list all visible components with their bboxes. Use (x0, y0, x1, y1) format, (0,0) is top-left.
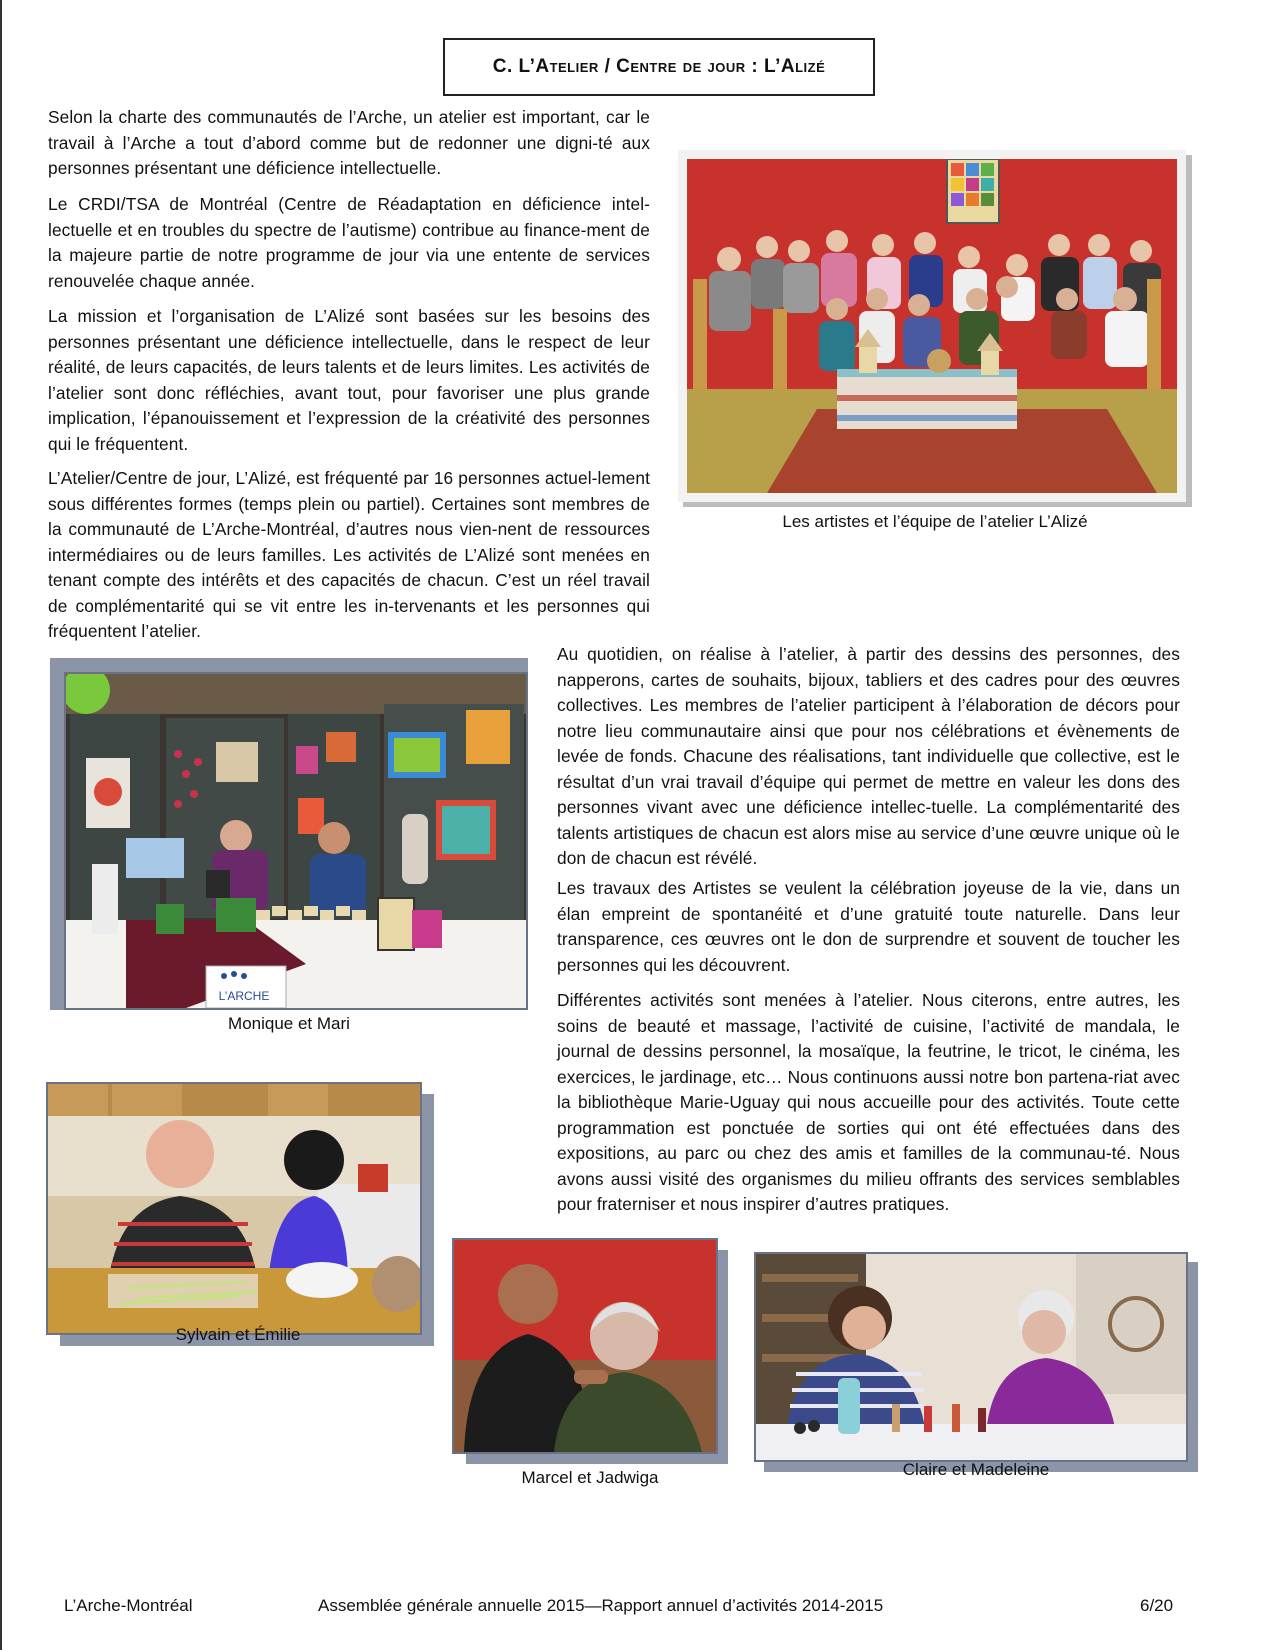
section-title: C. L’Atelier / Centre de jour : L’Alizé (443, 38, 875, 96)
paragraph-crdi: Le CRDI/TSA de Montréal (Centre de Réadaptation en déficience intel-lectuelle et en troubles du spectre de l’autisme) contribue au finance-ment de la majeure partie de notre programme de jour via une entente de services renouvelée chaque année. (48, 194, 650, 291)
caption-group: Les artistes et l’équipe de l’atelier L’Alizé (782, 512, 1088, 531)
paragraph-quotidien: Au quotidien, on réalise à l’atelier, à partir des dessins des personnes, des napperons, cartes de souhaits, bijoux, tabliers et des cadres pour des œuvres collectives. Les membres de l’atelier participent à l’élaboration de décors pour notre lieu communautaire ainsi que pour nos célébrations et évènements de levée de fonds. Chacune des réalisations, tant individuelle que collective, est le résultat d’un vrai travail d’équipe qui permet de mettre en valeur les dons des personnes vivant avec une déficience intellec-tuelle. La complémentarité des talents artistiques de chacun est alors mise au service d’une œuvre unique où le don de chacun est révélé. (557, 644, 1180, 868)
paragraph-travaux: Les travaux des Artistes se veulent la célébration joyeuse de la vie, dans un élan empreint de spontanéité et d’une gratuité toute naturelle. Dans leur transparence, ces œuvres ont le don de surprendre et souvent de toucher les personnes qui les découvrent. (557, 878, 1180, 975)
paragraph-mission: La mission et l’organisation de L’Alizé sont basées sur les besoins des personnes présentant une déficience intellectuelle, dans le respect de leur réalité, de leurs capacités, de leurs talents et de leurs limites. Les activités de l’atelier sont donc réfléchies, avant tout, pour favoriser une plus grande implication, l’épanouissement et l’expression de la créativité des personnes qui le fréquentent. (48, 306, 650, 454)
footer-page-number: 6/20 (1140, 1596, 1174, 1615)
paragraph-charte: Selon la charte des communautés de l’Arche, un atelier est important, car le travail à l’Arche a tout d’abord comme but de redonner une digni-té aux personnes présentant une déficience intellectuelle. (48, 107, 650, 178)
caption-monique: Monique et Mari (228, 1014, 350, 1033)
sylvain-photo-frame (46, 1082, 422, 1335)
caption-marcel: Marcel et Jadwiga (521, 1468, 659, 1487)
paragraph-activites: Différentes activités sont menées à l’atelier. Nous citerons, entre autres, les soins de beauté et massage, l’activité de cuisine, l’activité de mandala, le journal de dessins personnel, la mosaïque, la feutrine, le tricot, le cinéma, les exercices, le jardinage, etc… Nous continuons aussi notre bon partena-riat avec la bibliothèque Marie-Uguay qui nous accueille pour des activités. Toute cette programmation est ponctuée de sorties qui ont été effectuées dans des expositions, au parc ou chez des amis et familles de la communau-té. Nous avons aussi visité des organismes du milieu offrants des services semblables pour fraterniser et nous inspirer d’autres pratiques. (557, 990, 1180, 1214)
page-left-border (0, 0, 2, 1650)
claire-photo-frame (754, 1252, 1188, 1462)
marcel-photo-frame (452, 1238, 718, 1454)
larche-logo-text: L’ARCHE (218, 989, 270, 1003)
group-photo-image (687, 159, 1177, 493)
marcel-photo-image (454, 1240, 716, 1452)
paragraph-frequentation: L’Atelier/Centre de jour, L’Alizé, est fréquenté par 16 personnes actuel-lement sous différentes formes (temps plein ou partiel). Certaines sont membres de la communauté de L’Arche-Montréal, d’autres nous vien-nent de ressources intermédiaires ou de leurs familles. Les activités de L’Alizé sont menées en tenant compte des intérêts et des capacités de chacun. C’est un réel travail de complémentarité qui se vit entre les in-tervenants et les personnes qui fréquentent l’atelier. (48, 468, 650, 641)
footer-report-title: Assemblée générale annuelle 2015—Rapport annuel d’activités 2014-2015 (318, 1596, 884, 1615)
group-photo-frame (678, 150, 1186, 502)
claire-photo-image (756, 1254, 1186, 1460)
monique-photo-frame (64, 672, 528, 1010)
caption-sylvain: Sylvain et Émilie (175, 1325, 301, 1344)
monique-photo-image (66, 674, 526, 1008)
footer-org: L’Arche-Montréal (64, 1596, 193, 1615)
caption-claire: Claire et Madeleine (902, 1460, 1050, 1479)
sylvain-photo-image (48, 1084, 420, 1333)
